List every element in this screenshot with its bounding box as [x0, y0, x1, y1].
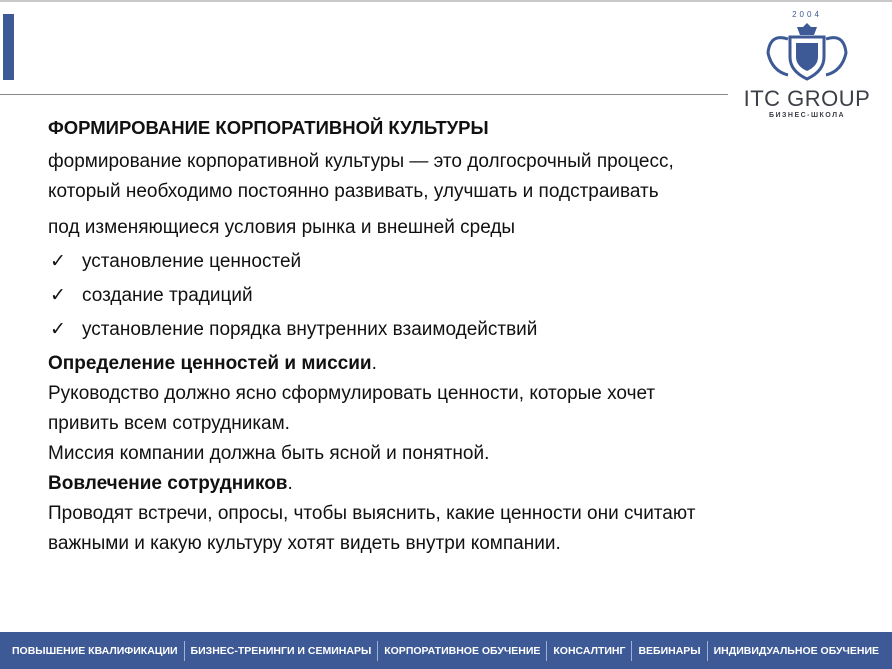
- intro-line: под изменяющиеся условия рынка и внешней среды: [48, 217, 516, 238]
- footer-link[interactable]: БИЗНЕС-ТРЕНИНГИ И СЕМИНАРЫ: [185, 641, 379, 661]
- body-line: Руководство должно ясно сформулировать ценности, которые хочет: [48, 383, 656, 404]
- check-icon: ✓: [50, 251, 66, 272]
- intro-line: формирование корпоративной культуры — это долгосрочный процесс,: [48, 151, 674, 172]
- body-line: Проводят встречи, опросы, чтобы выяснить, какие ценности они считают: [48, 503, 696, 524]
- crest-icon: [762, 19, 852, 81]
- check-item-label: установление ценностей: [82, 251, 302, 272]
- body-line: Миссия компании должна быть ясной и понятной.: [48, 443, 490, 464]
- check-item: [48, 281, 838, 311]
- heading-text: Вовлечение сотрудников: [48, 473, 288, 494]
- logo-year: 2004: [792, 10, 822, 19]
- header-divider: [0, 94, 728, 95]
- check-icon: ✓: [50, 285, 66, 306]
- footer-link[interactable]: КОРПОРАТИВНОЕ ОБУЧЕНИЕ: [378, 641, 547, 661]
- logo-brand: ITC GROUP: [743, 86, 871, 111]
- intro-line: который необходимо постоянно развивать, улучшать и подстраивать: [48, 181, 659, 202]
- section-heading: Вовлечение сотрудников.: [48, 473, 293, 494]
- check-item: [48, 247, 838, 277]
- check-item-label: создание традиций: [82, 285, 253, 306]
- accent-strip: [3, 14, 14, 80]
- slide-title: ФОРМИРОВАНИЕ КОРПОРАТИВНОЙ КУЛЬТУРЫ: [48, 117, 489, 138]
- footer-link[interactable]: ИНДИВИДУАЛЬНОЕ ОБУЧЕНИЕ: [713, 644, 880, 657]
- footer-link[interactable]: ПОВЫШЕНИЕ КВАЛИФИКАЦИИ: [6, 641, 185, 661]
- body-line: привить всем сотрудникам.: [48, 413, 290, 434]
- slide-content: [48, 113, 838, 559]
- footer-link[interactable]: КОНСАЛТИНГ: [547, 641, 632, 661]
- itc-group-logo: [742, 10, 872, 119]
- check-item-label: установление порядка внутренних взаимодействий: [82, 319, 538, 340]
- check-item: [48, 315, 838, 345]
- logo-subtitle: БИЗНЕС-ШКОЛА: [768, 112, 846, 119]
- check-icon: ✓: [50, 319, 66, 340]
- footer-nav: [0, 632, 892, 669]
- body-line: важными и какую культуру хотят видеть внутри компании.: [48, 533, 561, 554]
- footer-link[interactable]: ВЕБИНАРЫ: [632, 641, 707, 661]
- heading-text: Определение ценностей и миссии: [48, 353, 372, 374]
- top-border: [0, 0, 892, 2]
- section-heading: Определение ценностей и миссии.: [48, 353, 377, 374]
